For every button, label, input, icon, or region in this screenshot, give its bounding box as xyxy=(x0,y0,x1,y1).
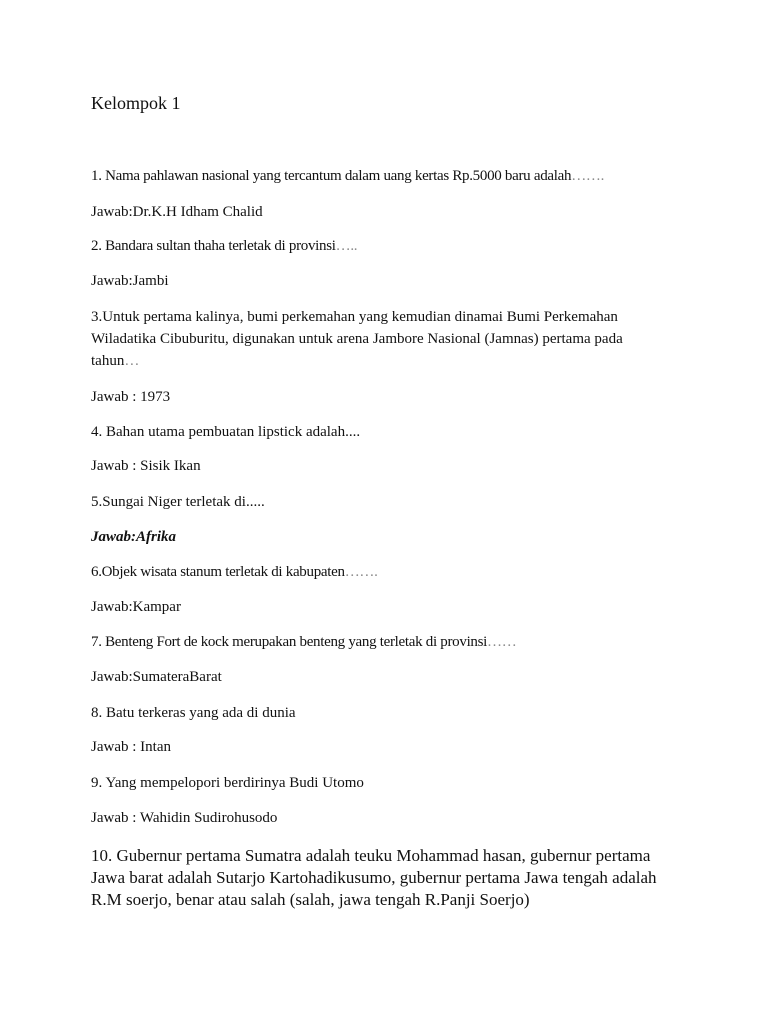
question-6 xyxy=(91,561,378,583)
question-6-text: 6.Objek wisata stanum terletak di kabupaten xyxy=(91,564,345,580)
question-3-line-3 xyxy=(91,350,139,372)
question-7-dots: …… xyxy=(487,634,517,650)
answer-4: Jawab : Sisik Ikan xyxy=(91,458,201,474)
answer-1: Jawab:Dr.K.H Idham Chalid xyxy=(91,204,263,220)
question-6-dots: ……. xyxy=(344,564,378,580)
question-9: 9. Yang mempelopori berdirinya Budi Utomo xyxy=(91,775,364,791)
question-10-line-2: Jawa barat adalah Sutarjo Kartohadikusumo, gubernur pertama Jawa tengah adalah xyxy=(91,868,657,887)
document-title: Kelompok 1 xyxy=(91,93,181,113)
answer-2: Jawab:Jambi xyxy=(91,273,169,289)
question-1-dots: ……. xyxy=(571,168,605,184)
question-7 xyxy=(91,631,516,653)
answer-8: Jawab : Intan xyxy=(91,739,171,755)
question-3-dots: … xyxy=(124,353,140,369)
question-3-line-3-text: tahun xyxy=(91,353,125,369)
answer-3: Jawab : 1973 xyxy=(91,389,171,405)
question-2-dots: ….. xyxy=(335,238,358,254)
answer-7: Jawab:SumateraBarat xyxy=(91,669,222,685)
answer-9: Jawab : Wahidin Sudirohusodo xyxy=(91,810,278,826)
answer-6: Jawab:Kampar xyxy=(91,599,181,615)
question-10-line-3: R.M soerjo, benar atau salah (salah, jawa tengah R.Panji Soerjo) xyxy=(91,890,530,909)
question-3-line-1: 3.Untuk pertama kalinya, bumi perkemahan yang kemudian dinamai Bumi Perkemahan xyxy=(91,309,618,325)
question-8: 8. Batu terkeras yang ada di dunia xyxy=(91,705,296,721)
question-7-text: 7. Benteng Fort de kock merupakan benteng yang terletak di provinsi xyxy=(91,634,488,650)
question-2-text: 2. Bandara sultan thaha terletak di provinsi xyxy=(91,238,336,254)
question-1-text: 1. Nama pahlawan nasional yang tercantum dalam uang kertas Rp.5000 baru adalah xyxy=(91,168,572,184)
question-5: 5.Sungai Niger terletak di..... xyxy=(91,494,265,510)
question-2 xyxy=(91,235,357,257)
answer-5: Jawab:Afrika xyxy=(91,529,177,545)
question-1 xyxy=(91,165,604,187)
question-10-line-1: 10. Gubernur pertama Sumatra adalah teuku Mohammad hasan, gubernur pertama xyxy=(91,846,651,865)
question-3-line-2: Wiladatika Cibuburitu, digunakan untuk arena Jambore Nasional (Jamnas) pertama pada xyxy=(91,331,623,347)
question-4: 4. Bahan utama pembuatan lipstick adalah.... xyxy=(91,424,361,440)
